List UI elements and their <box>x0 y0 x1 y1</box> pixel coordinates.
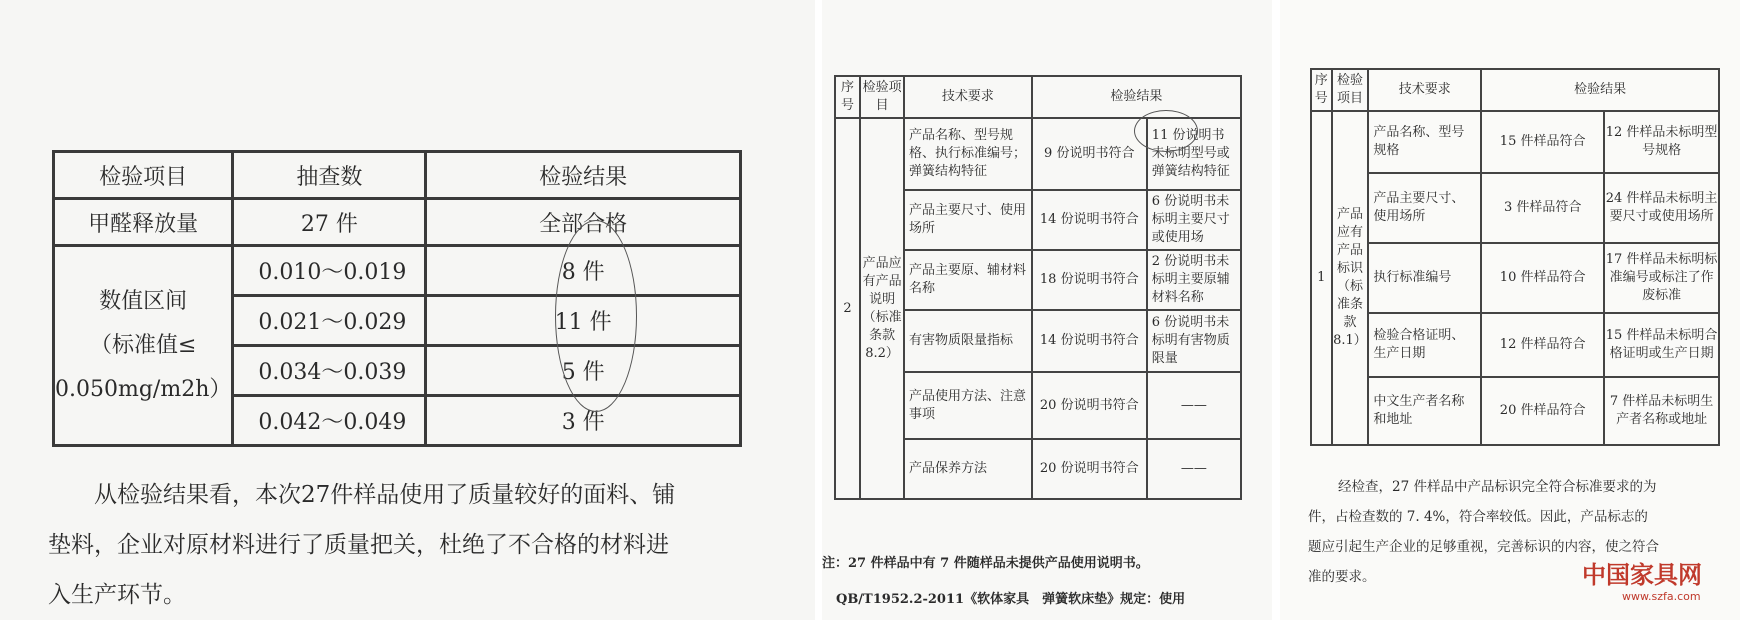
interval-label-line: 0.050mg/m2h） <box>55 376 232 402</box>
header-item: 检验项目 <box>860 76 904 118</box>
formaldehyde-label: 甲醛释放量 <box>54 199 233 246</box>
inspection-item: 产品应有产品标识（标准条款 8.1） <box>1332 111 1369 445</box>
fail-result: 17 件样品未标明标准编号或标注了作废标准 <box>1604 243 1719 313</box>
pass-result: 12 件样品符合 <box>1481 313 1604 377</box>
requirement: 产品主要尺寸、使用场所 <box>904 190 1032 250</box>
fail-result: —— <box>1147 439 1241 499</box>
header-count: 抽查数 <box>233 152 426 199</box>
requirement: 中文生产者名称和地址 <box>1368 377 1481 445</box>
pass-result: 20 份说明书符合 <box>1032 439 1147 499</box>
fail-result: 12 件样品未标明型号规格 <box>1604 111 1719 173</box>
header-item: 检验项目 <box>54 152 233 199</box>
fail-result: 6 份说明书未标明有害物质限量 <box>1147 310 1241 372</box>
pass-result: 18 份说明书符合 <box>1032 250 1147 310</box>
header-result: 检验结果 <box>1481 69 1719 111</box>
requirement: 执行标准编号 <box>1368 243 1481 313</box>
pass-result: 15 件样品符合 <box>1481 111 1604 173</box>
paragraph-line: 从检验结果看，本次27件样品使用了质量较好的面料、铺 <box>94 482 676 508</box>
fail-result: 24 件样品未标明主要尺寸或使用场所 <box>1604 173 1719 243</box>
inspection-item: 产品应有产品说明（标准条款 8.2） <box>860 118 904 499</box>
pass-result: 20 份说明书符合 <box>1032 372 1147 439</box>
photo-panel-formaldehyde <box>0 0 815 620</box>
header-result: 检验结果 <box>1032 76 1241 118</box>
pass-result: 14 份说明书符合 <box>1032 190 1147 250</box>
photo-panel-manual <box>822 0 1272 620</box>
interval-label-line: （标准值≤ <box>89 332 197 358</box>
standard-text: QB/T1952.2-2011《软体家具 弹簧软床垫》规定：使用 <box>836 592 1186 607</box>
range-cell: 0.042～0.049 <box>233 396 426 446</box>
header-requirement: 技术要求 <box>904 76 1032 118</box>
range-result: 3 件 <box>426 396 741 446</box>
pass-result: 14 份说明书符合 <box>1032 310 1147 372</box>
paragraph-line: 题应引起生产企业的足够重视，完善标识的内容，使之符合 <box>1308 539 1659 555</box>
fail-result: 7 件样品未标明生产者名称或地址 <box>1604 377 1719 445</box>
requirement: 产品名称、型号规格、执行标准编号；弹簧结构特征 <box>904 118 1032 190</box>
paragraph-line: 件，占检查数的 7. 4%，符合率较低。因此，产品标志的 <box>1308 509 1648 525</box>
fail-result: 2 份说明书未标明主要原辅材料名称 <box>1147 250 1241 310</box>
range-result: 11 件 <box>426 296 741 346</box>
pass-result: 3 件样品符合 <box>1481 173 1604 243</box>
fail-result: 15 件样品未标明合格证明或生产日期 <box>1604 313 1719 377</box>
overall-result: 全部合格 <box>426 199 741 246</box>
range-cell: 0.010～0.019 <box>233 246 426 296</box>
conclusion-paragraph <box>48 470 788 620</box>
sample-count: 27 件 <box>233 199 426 246</box>
range-cell: 0.021～0.029 <box>233 296 426 346</box>
pass-result: 9 份说明书符合 <box>1032 118 1147 190</box>
requirement: 产品主要原、辅材料名称 <box>904 250 1032 310</box>
photo-panel-label <box>1280 0 1740 620</box>
requirement: 产品名称、型号规格 <box>1368 111 1481 173</box>
range-cell: 0.034～0.039 <box>233 346 426 396</box>
requirement: 检验合格证明、生产日期 <box>1368 313 1481 377</box>
range-result: 8 件 <box>426 246 741 296</box>
footnote: 注：27 件样品中有 7 件随样品未提供产品使用说明书。 <box>822 556 1149 571</box>
watermark-logo-text: 中国家具网 <box>1582 561 1702 589</box>
header-requirement: 技术要求 <box>1368 69 1481 111</box>
header-item: 检验项目 <box>1332 69 1369 111</box>
watermark-url: www.szfa.com <box>1622 590 1701 603</box>
paragraph-line: 入生产环节。 <box>48 582 186 608</box>
range-result: 5 件 <box>426 346 741 396</box>
requirement: 产品使用方法、注意事项 <box>904 372 1032 439</box>
header-seq: 序号 <box>835 76 860 118</box>
header-result: 检验结果 <box>426 152 741 199</box>
requirement: 产品主要尺寸、使用场所 <box>1368 173 1481 243</box>
paragraph-line: 垫料，企业对原材料进行了质量把关，杜绝了不合格的材料进 <box>48 532 669 558</box>
site-watermark <box>1582 555 1702 603</box>
seq-number: 2 <box>835 118 860 499</box>
pass-result: 20 件样品符合 <box>1481 377 1604 445</box>
header-seq: 序号 <box>1311 69 1332 111</box>
paragraph-line: 准的要求。 <box>1308 569 1376 585</box>
interval-label-line: 数值区间 <box>99 288 188 314</box>
formaldehyde-table <box>52 150 742 447</box>
pass-result: 10 件样品符合 <box>1481 243 1604 313</box>
requirement: 产品保养方法 <box>904 439 1032 499</box>
fail-result: 6 份说明书未标明主要尺寸或使用场 <box>1147 190 1241 250</box>
pen-circle-mark <box>555 220 637 412</box>
seq-number: 1 <box>1311 111 1332 445</box>
label-table <box>1310 68 1720 446</box>
pen-circle-mark <box>1134 110 1198 152</box>
fail-result: —— <box>1147 372 1241 439</box>
interval-label <box>54 246 233 446</box>
paragraph-line: 经检查，27 件样品中产品标识完全符合标准要求的为 <box>1338 479 1657 495</box>
fail-result: 11 份说明书未标明型号或弹簧结构特征 <box>1147 118 1241 190</box>
requirement: 有害物质限量指标 <box>904 310 1032 372</box>
